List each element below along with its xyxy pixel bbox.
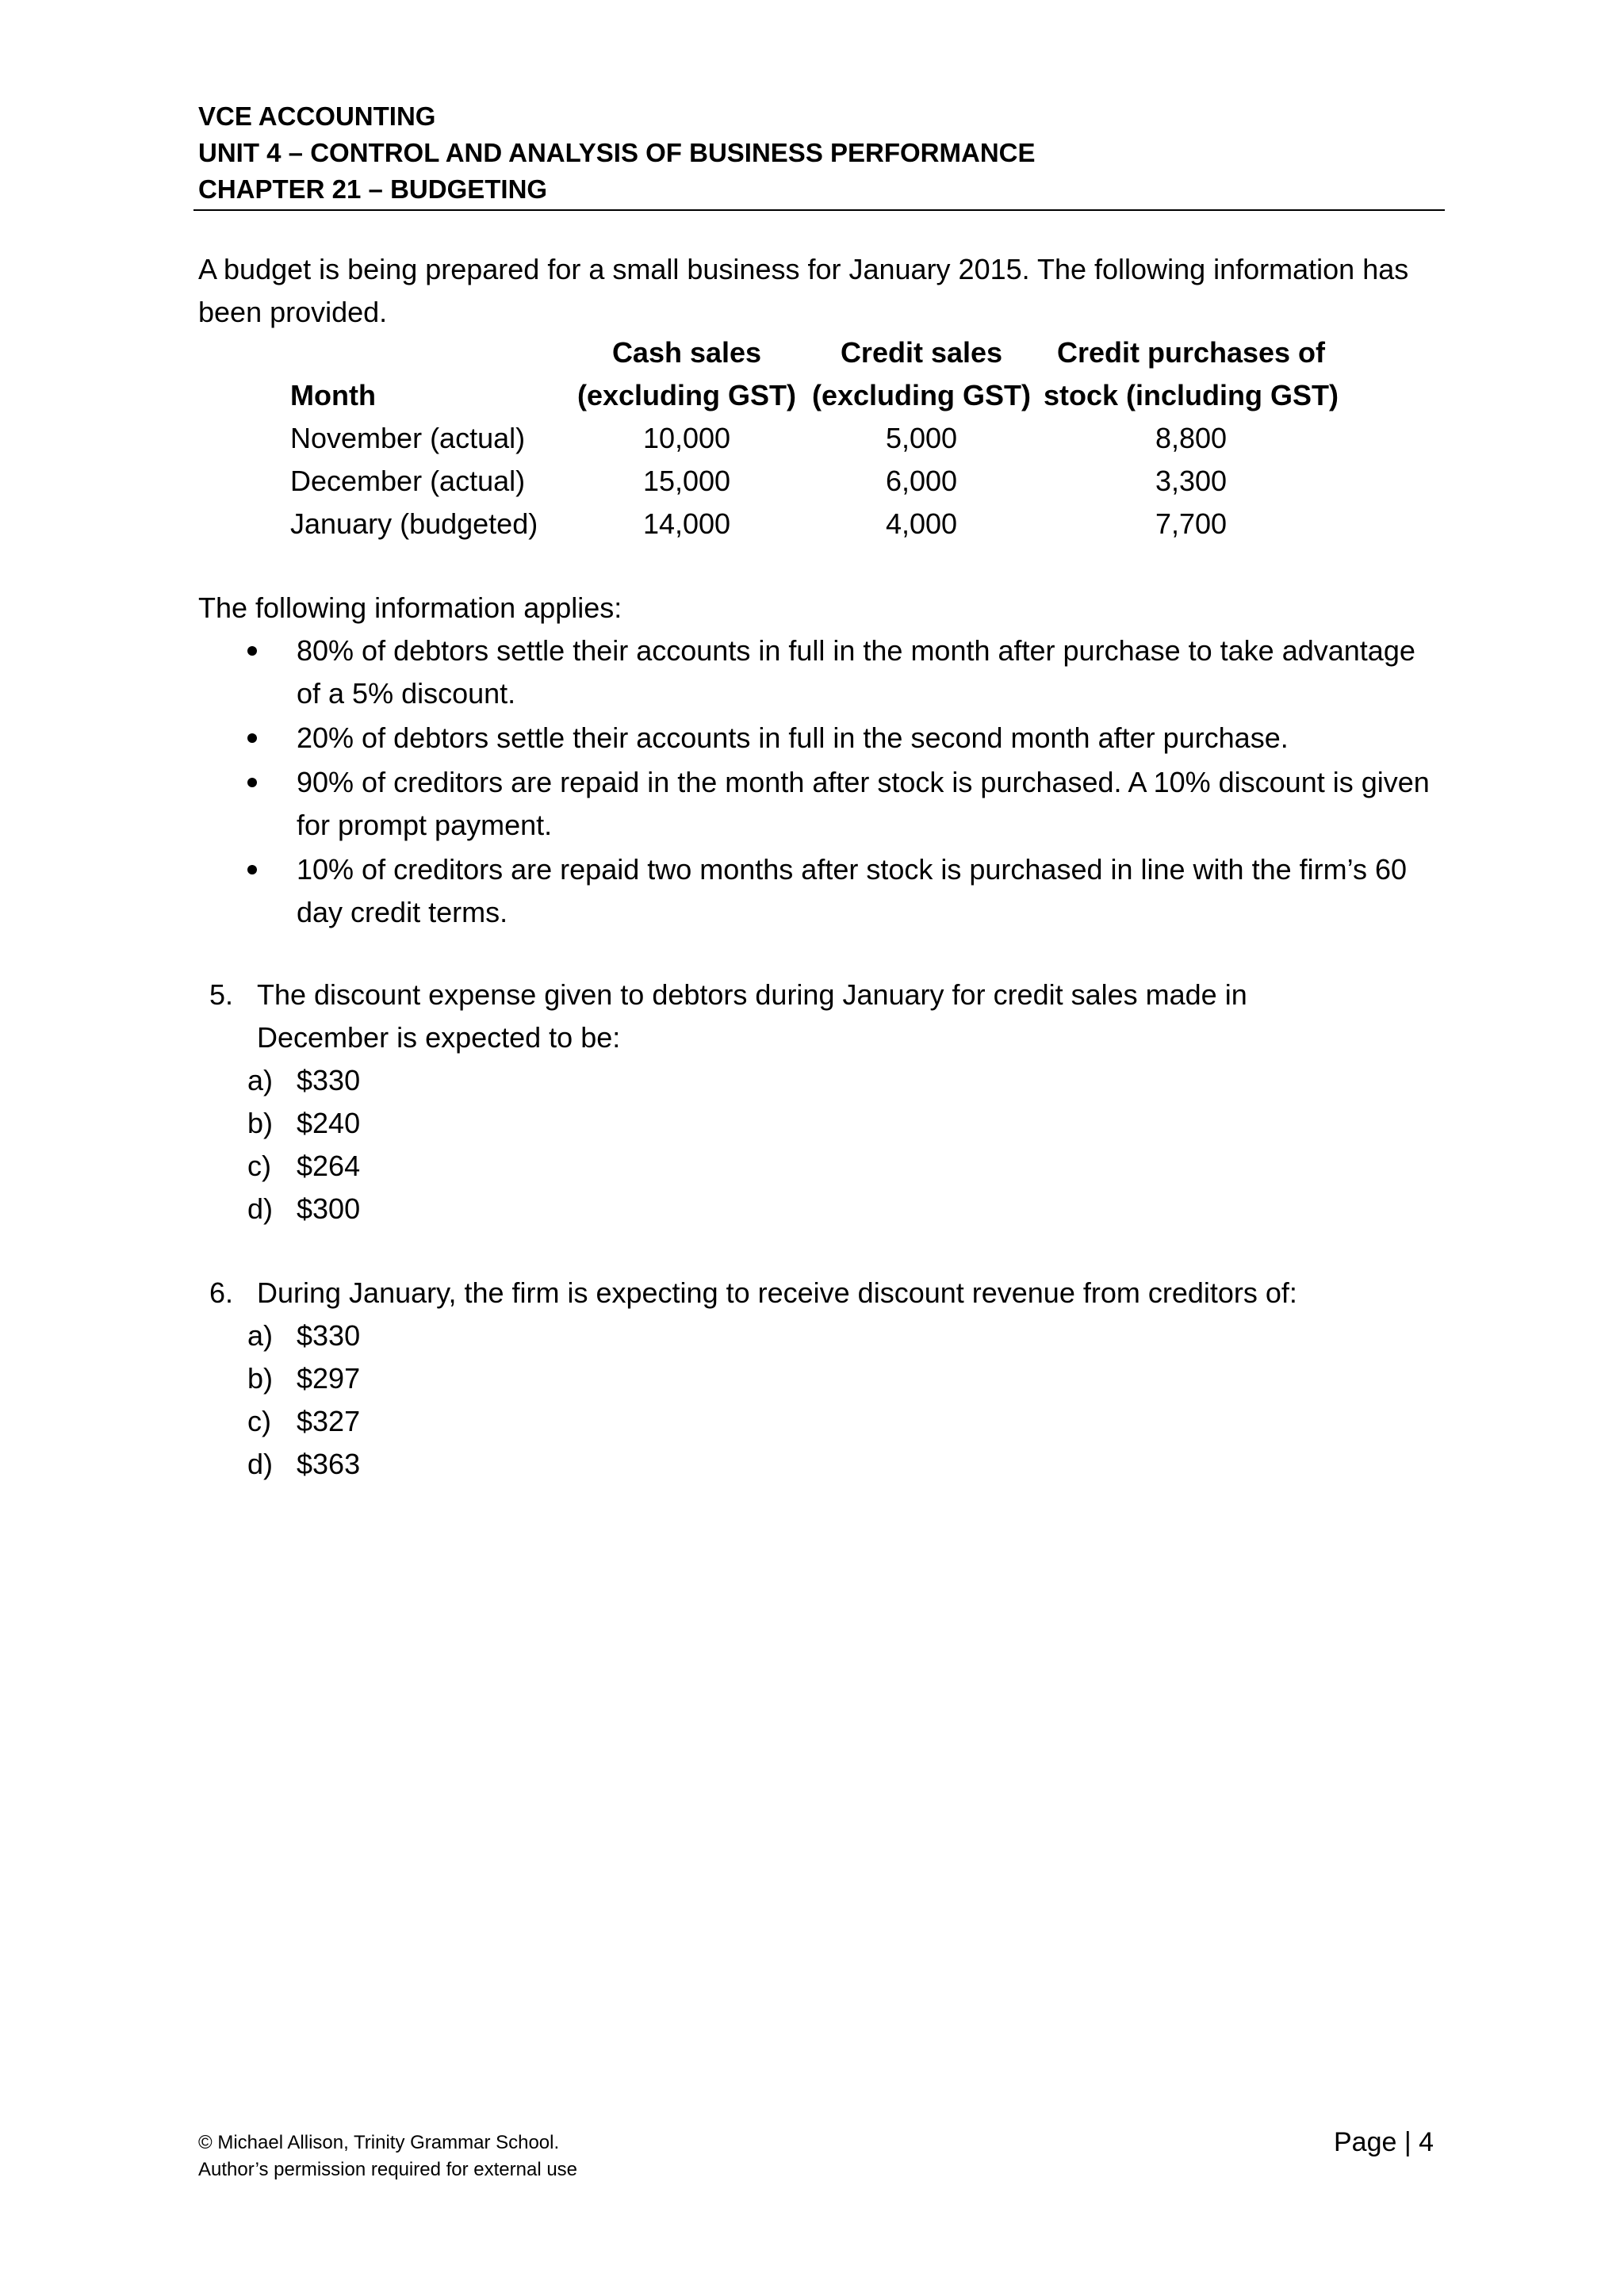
header-credit-purchases-note: stock (including GST) [1043, 379, 1339, 411]
header-cash-sales-note: (excluding GST) [576, 379, 796, 411]
option-text: $330 [297, 1319, 361, 1352]
header-credit-sales-note: (excluding GST) [811, 379, 1031, 411]
cell-month: January (budgeted) [290, 507, 538, 540]
question-6 [198, 1272, 1435, 1486]
cell-credit-sales: 5,000 [885, 422, 958, 454]
question-text: The discount expense given to debtors during January for credit sales made in December is expected to be: [257, 978, 1247, 1054]
bullet-text: 20% of debtors settle their accounts in full in the second month after purchase. [297, 721, 1289, 754]
list-item [198, 761, 1443, 847]
cell-month: November (actual) [290, 422, 526, 454]
bullet-icon [247, 733, 257, 743]
copyright-text: © Michael Allison, Trinity Grammar School. [198, 2132, 560, 2153]
answer-options [247, 1314, 1435, 1486]
table-row [290, 417, 1343, 460]
header-unit: UNIT 4 – CONTROL AND ANALYSIS OF BUSINESS PERFORMANCE [198, 138, 1036, 167]
header-chapter: CHAPTER 21 – BUDGETING [198, 174, 548, 204]
table-row [290, 503, 1343, 545]
header-subject: VCE ACCOUNTING [198, 101, 436, 131]
table-header-row-1 [290, 331, 1343, 374]
question-number: 5. [209, 978, 234, 1011]
header-divider [193, 209, 1445, 211]
option-text: $264 [297, 1150, 361, 1182]
option-text: $240 [297, 1107, 361, 1139]
header-credit-sales: Credit sales [840, 336, 1003, 369]
question-text: During January, the firm is expecting to receive discount revenue from creditors of: [257, 1276, 1297, 1309]
option-letter: c) [247, 1405, 271, 1437]
table-header-row-2 [290, 374, 1343, 417]
header-credit-purchases: Credit purchases of [1056, 336, 1326, 369]
bullet-text: 90% of creditors are repaid in the month after stock is purchased. A 10% discount is given for prompt payment. [297, 766, 1430, 841]
budget-data-table [290, 331, 1343, 545]
cell-cash-sales: 15,000 [642, 465, 731, 497]
cell-credit-purchases: 8,800 [1155, 422, 1228, 454]
option-letter: d) [247, 1448, 274, 1480]
answer-option[interactable] [247, 1400, 1435, 1443]
answer-option[interactable] [247, 1102, 1435, 1145]
list-item [198, 848, 1443, 934]
option-letter: c) [247, 1150, 271, 1182]
cell-cash-sales: 14,000 [642, 507, 731, 540]
footer-copyright [198, 2130, 577, 2183]
document-header [198, 98, 1443, 208]
cell-credit-sales: 6,000 [885, 465, 958, 497]
option-text: $297 [297, 1362, 361, 1395]
bullet-text: 10% of creditors are repaid two months after stock is purchased in line with the firm’s 60 day credit terms. [297, 853, 1407, 928]
answer-option[interactable] [247, 1443, 1435, 1486]
page-number: Page | 4 [1334, 2127, 1434, 2157]
cell-credit-purchases: 3,300 [1155, 465, 1228, 497]
list-item [198, 629, 1443, 715]
permission-text: Author’s permission required for external use [198, 2159, 578, 2180]
option-letter: b) [247, 1362, 274, 1395]
answer-option[interactable] [247, 1059, 1435, 1102]
answer-option[interactable] [247, 1188, 1435, 1230]
option-letter: d) [247, 1192, 274, 1225]
cell-cash-sales: 10,000 [642, 422, 731, 454]
option-text: $330 [297, 1064, 361, 1096]
list-item [198, 717, 1443, 760]
option-text: $300 [297, 1192, 361, 1225]
answer-option[interactable] [247, 1145, 1435, 1188]
answer-option[interactable] [247, 1357, 1435, 1400]
bullet-icon [247, 778, 257, 787]
option-letter: b) [247, 1107, 274, 1139]
option-text: $327 [297, 1405, 361, 1437]
bullet-icon [247, 646, 257, 656]
header-month: Month [290, 379, 376, 411]
bullet-text: 80% of debtors settle their accounts in full in the month after purchase to take advantage of a 5% discount. [297, 634, 1415, 710]
question-number: 6. [209, 1276, 234, 1309]
option-letter: a) [247, 1064, 274, 1096]
information-bullet-list [198, 629, 1443, 936]
cell-credit-sales: 4,000 [885, 507, 958, 540]
cell-month: December (actual) [290, 465, 526, 497]
header-cash-sales: Cash sales [611, 336, 762, 369]
answer-options [247, 1059, 1435, 1230]
intro-paragraph: A budget is being prepared for a small business for January 2015. The following information has been provided. [198, 253, 1409, 328]
cell-credit-purchases: 7,700 [1155, 507, 1228, 540]
option-text: $363 [297, 1448, 361, 1480]
bullet-icon [247, 865, 257, 874]
question-5 [198, 974, 1435, 1230]
applies-heading: The following information applies: [198, 591, 622, 624]
table-row [290, 460, 1343, 503]
answer-option[interactable] [247, 1314, 1435, 1357]
option-letter: a) [247, 1319, 274, 1352]
